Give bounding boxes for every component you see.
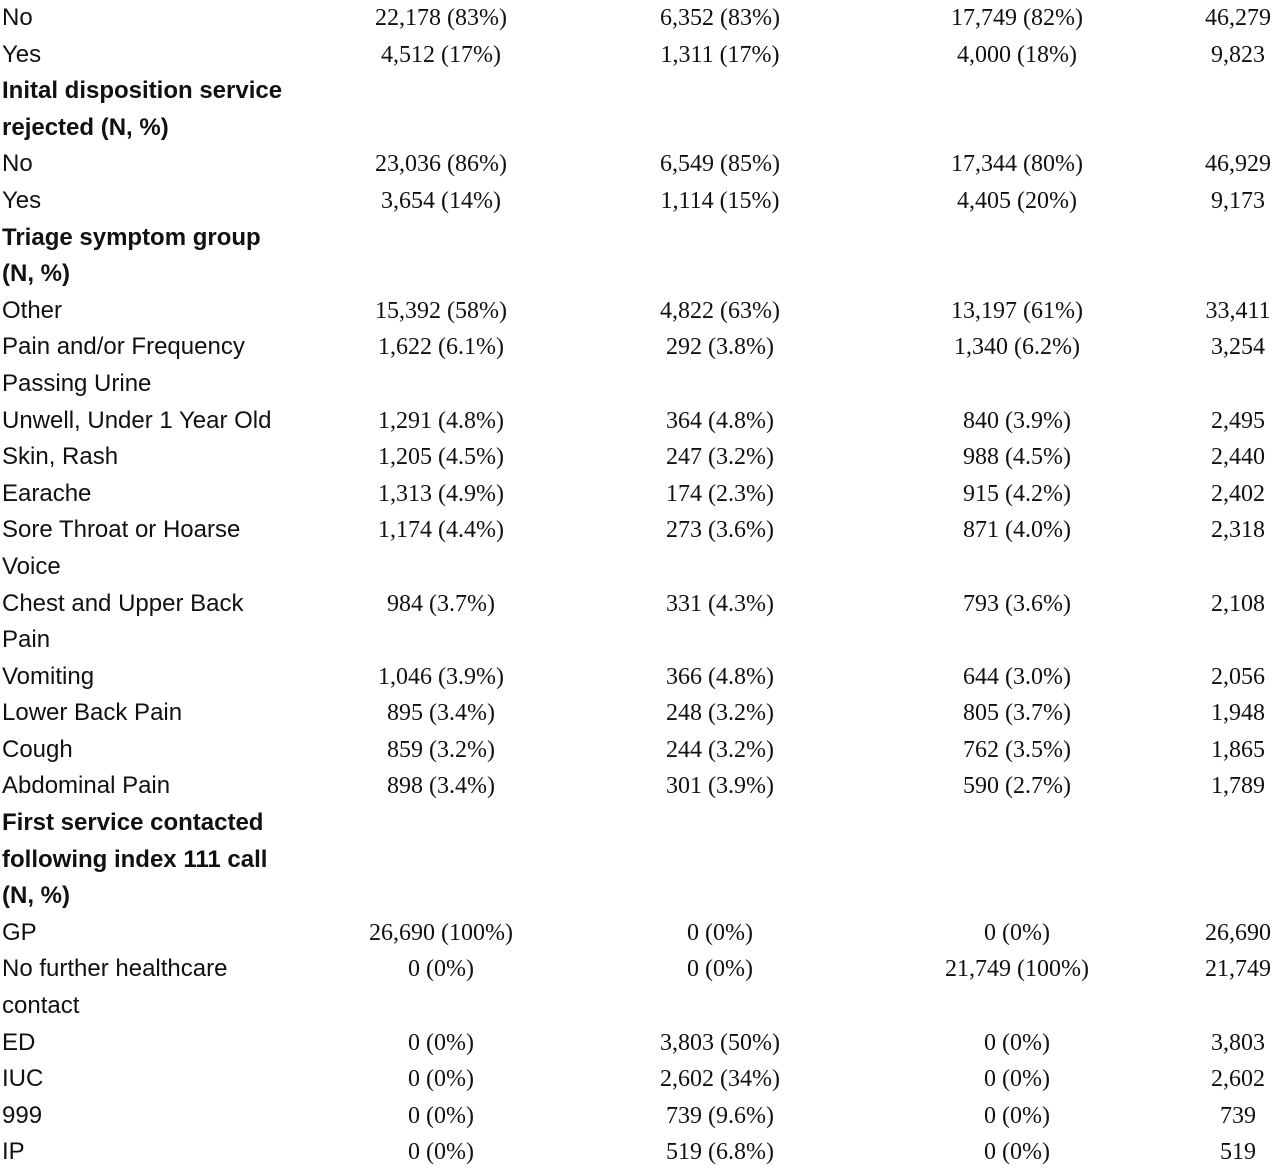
row-label: Vomiting [2,662,95,690]
section-header-label: Triage symptom group [2,223,261,251]
table-cell-col-4: 2,440 [1211,444,1265,471]
section-header-label: First service contacted [2,809,264,837]
table-cell-col-2: 331 (4.3%) [666,590,774,617]
section-header-row [0,256,1280,293]
table-row [0,512,1280,549]
table-row [0,732,1280,769]
table-cell-col-1: 0 (0%) [408,1029,474,1056]
row-label: Yes [2,40,42,68]
table-row [0,403,1280,440]
table-cell-col-4: 2,056 [1211,663,1265,690]
table-cell-col-2: 248 (3.2%) [666,700,774,727]
table-cell-col-3: 13,197 (61%) [951,297,1083,324]
table-row [0,183,1280,220]
table-row [0,1134,1280,1171]
section-header-label: rejected (N, %) [2,113,169,141]
table-cell-col-2: 6,352 (83%) [660,5,780,31]
table-cell-col-4: 1,948 [1211,700,1265,727]
table-cell-col-1: 984 (3.7%) [387,590,495,617]
table-cell-col-4: 739 [1220,1102,1256,1129]
row-label: Chest and Upper Back [2,589,244,617]
table-cell-col-4: 33,411 [1205,297,1271,324]
table-cell-col-3: 762 (3.5%) [963,736,1071,763]
section-header-label: (N, %) [2,260,70,288]
table-cell-col-4: 1,865 [1211,736,1265,763]
table-cell-col-4: 3,803 [1211,1029,1265,1056]
table-cell-col-1: 0 (0%) [408,1066,474,1093]
table-cell-col-2: 519 (6.8%) [666,1139,774,1166]
row-label: No further healthcare [2,955,228,983]
row-label: IP [2,1138,25,1166]
table-cell-col-1: 1,313 (4.9%) [378,480,504,507]
section-header-row [0,73,1280,110]
table-row [0,915,1280,952]
row-label: Other [2,296,63,324]
table-cell-col-1: 26,690 (100%) [369,919,513,946]
table-cell-col-2: 292 (3.8%) [666,334,774,361]
table-row [0,366,1280,403]
row-label: Sore Throat or Hoarse [2,516,241,544]
table-cell-col-3: 793 (3.6%) [963,590,1071,617]
section-header-label: following index 111 call [2,845,268,873]
table-cell-col-3: 590 (2.7%) [963,773,1071,800]
table-cell-col-2: 0 (0%) [687,956,753,983]
row-label: No [2,4,33,31]
table-cell-col-2: 301 (3.9%) [666,773,774,800]
section-header-row [0,878,1280,915]
table-cell-col-4: 2,402 [1211,480,1265,507]
table-cell-col-4: 519 [1220,1139,1256,1166]
table-row [0,549,1280,586]
table-cell-col-1: 1,622 (6.1%) [378,334,504,361]
table-cell-col-3: 1,340 (6.2%) [954,334,1080,361]
table-row [0,1098,1280,1135]
table-cell-col-1: 859 (3.2%) [387,736,495,763]
table-cell-col-2: 247 (3.2%) [666,444,774,471]
section-header-row [0,110,1280,147]
table-cell-col-1: 1,174 (4.4%) [378,517,504,544]
table-cell-col-1: 3,654 (14%) [381,187,501,214]
table-cell-col-1: 898 (3.4%) [387,773,495,800]
table-cell-col-3: 840 (3.9%) [963,407,1071,434]
table-cell-col-4: 1,789 [1211,773,1265,800]
table-cell-col-2: 739 (9.6%) [666,1102,774,1129]
table-cell-col-4: 2,602 [1211,1066,1265,1093]
section-header-label: (N, %) [2,882,70,910]
table-row [0,439,1280,476]
table-row [0,293,1280,330]
row-label: 999 [2,1101,43,1129]
table-cell-col-1: 0 (0%) [408,956,474,983]
table-cell-col-2: 364 (4.8%) [666,407,774,434]
table-cell-col-2: 273 (3.6%) [666,517,774,544]
table-row [0,1025,1280,1062]
row-label: Earache [2,479,92,507]
table-cell-col-3: 4,405 (20%) [957,187,1077,214]
table-row [0,988,1280,1025]
table-cell-col-1: 0 (0%) [408,1139,474,1166]
row-label: Abdominal Pain [2,772,171,800]
table-row [0,622,1280,659]
table-cell-col-3: 988 (4.5%) [963,444,1071,471]
table-cell-col-2: 2,602 (34%) [660,1066,780,1093]
table-cell-col-3: 0 (0%) [984,919,1050,946]
table-row [0,695,1280,732]
table-cell-col-3: 0 (0%) [984,1066,1050,1093]
table-cell-col-4: 26,690 [1205,919,1271,946]
section-header-row [0,220,1280,257]
row-label: Voice [2,552,61,580]
table-cell-col-4: 2,318 [1211,517,1265,544]
table-cell-col-2: 1,114 (15%) [660,187,780,214]
row-label: Skin, Rash [2,443,119,471]
row-label: Pain [2,626,51,654]
table-cell-col-4: 46,279 [1205,5,1271,31]
section-header-label: Inital disposition service [2,77,283,105]
table-cell-col-2: 244 (3.2%) [666,736,774,763]
table-row [0,586,1280,623]
table-cell-col-3: 805 (3.7%) [963,700,1071,727]
table-row [0,329,1280,366]
row-label: contact [2,992,80,1020]
table-cell-col-1: 0 (0%) [408,1102,474,1129]
table-cell-col-3: 644 (3.0%) [963,663,1071,690]
table-row [0,659,1280,696]
table-cell-col-1: 22,178 (83%) [375,5,507,31]
table-cell-col-1: 1,046 (3.9%) [378,663,504,690]
table-row [0,146,1280,183]
table-row [0,476,1280,513]
table-cell-col-2: 366 (4.8%) [666,663,774,690]
table-cell-col-3: 915 (4.2%) [963,480,1071,507]
table-row [0,37,1280,74]
table-cell-col-1: 1,205 (4.5%) [378,444,504,471]
row-label: Cough [2,735,73,763]
table-cell-col-3: 0 (0%) [984,1029,1050,1056]
table-row [0,951,1280,988]
table-cell-col-1: 4,512 (17%) [381,41,501,68]
table-cell-col-4: 9,823 [1211,41,1265,68]
table-cell-col-2: 1,311 (17%) [660,41,780,68]
table-cell-col-4: 46,929 [1205,151,1271,178]
table-cell-col-2: 0 (0%) [687,919,753,946]
section-header-row [0,805,1280,842]
row-label: ED [2,1028,36,1056]
table-cell-col-3: 21,749 (100%) [945,956,1089,983]
row-label: Pain and/or Frequency [2,333,245,361]
table-cell-col-2: 174 (2.3%) [666,480,774,507]
table-cell-col-4: 9,173 [1211,187,1265,214]
row-label: GP [2,918,37,946]
row-label: Lower Back Pain [2,699,183,727]
table-cell-col-3: 0 (0%) [984,1139,1050,1166]
table-cell-col-2: 6,549 (85%) [660,151,780,178]
row-label: IUC [2,1065,44,1093]
table-cell-col-4: 3,254 [1211,334,1265,361]
table-cell-col-3: 4,000 (18%) [957,41,1077,68]
section-header-row [0,842,1280,879]
table-cell-col-3: 871 (4.0%) [963,517,1071,544]
table-cell-col-3: 17,344 (80%) [951,151,1083,178]
table-cell-col-3: 0 (0%) [984,1102,1050,1129]
table-cell-col-1: 23,036 (86%) [375,151,507,178]
table-cell-col-4: 2,495 [1211,407,1265,434]
row-label: Unwell, Under 1 Year Old [2,406,272,434]
table-row [0,0,1280,37]
table-cell-col-3: 17,749 (82%) [951,5,1083,31]
table-row [0,1061,1280,1098]
table-cell-col-4: 21,749 [1205,956,1271,983]
table-row [0,768,1280,805]
table-cell-col-1: 1,291 (4.8%) [378,407,504,434]
table-cell-col-2: 3,803 (50%) [660,1029,780,1056]
table-cell-col-4: 2,108 [1211,590,1265,617]
row-label: Passing Urine [2,369,152,397]
table-cell-col-2: 4,822 (63%) [660,297,780,324]
table-cell-col-1: 15,392 (58%) [375,297,507,324]
row-label: Yes [2,186,42,214]
table-cell-col-1: 895 (3.4%) [387,700,495,727]
row-label: No [2,150,33,178]
